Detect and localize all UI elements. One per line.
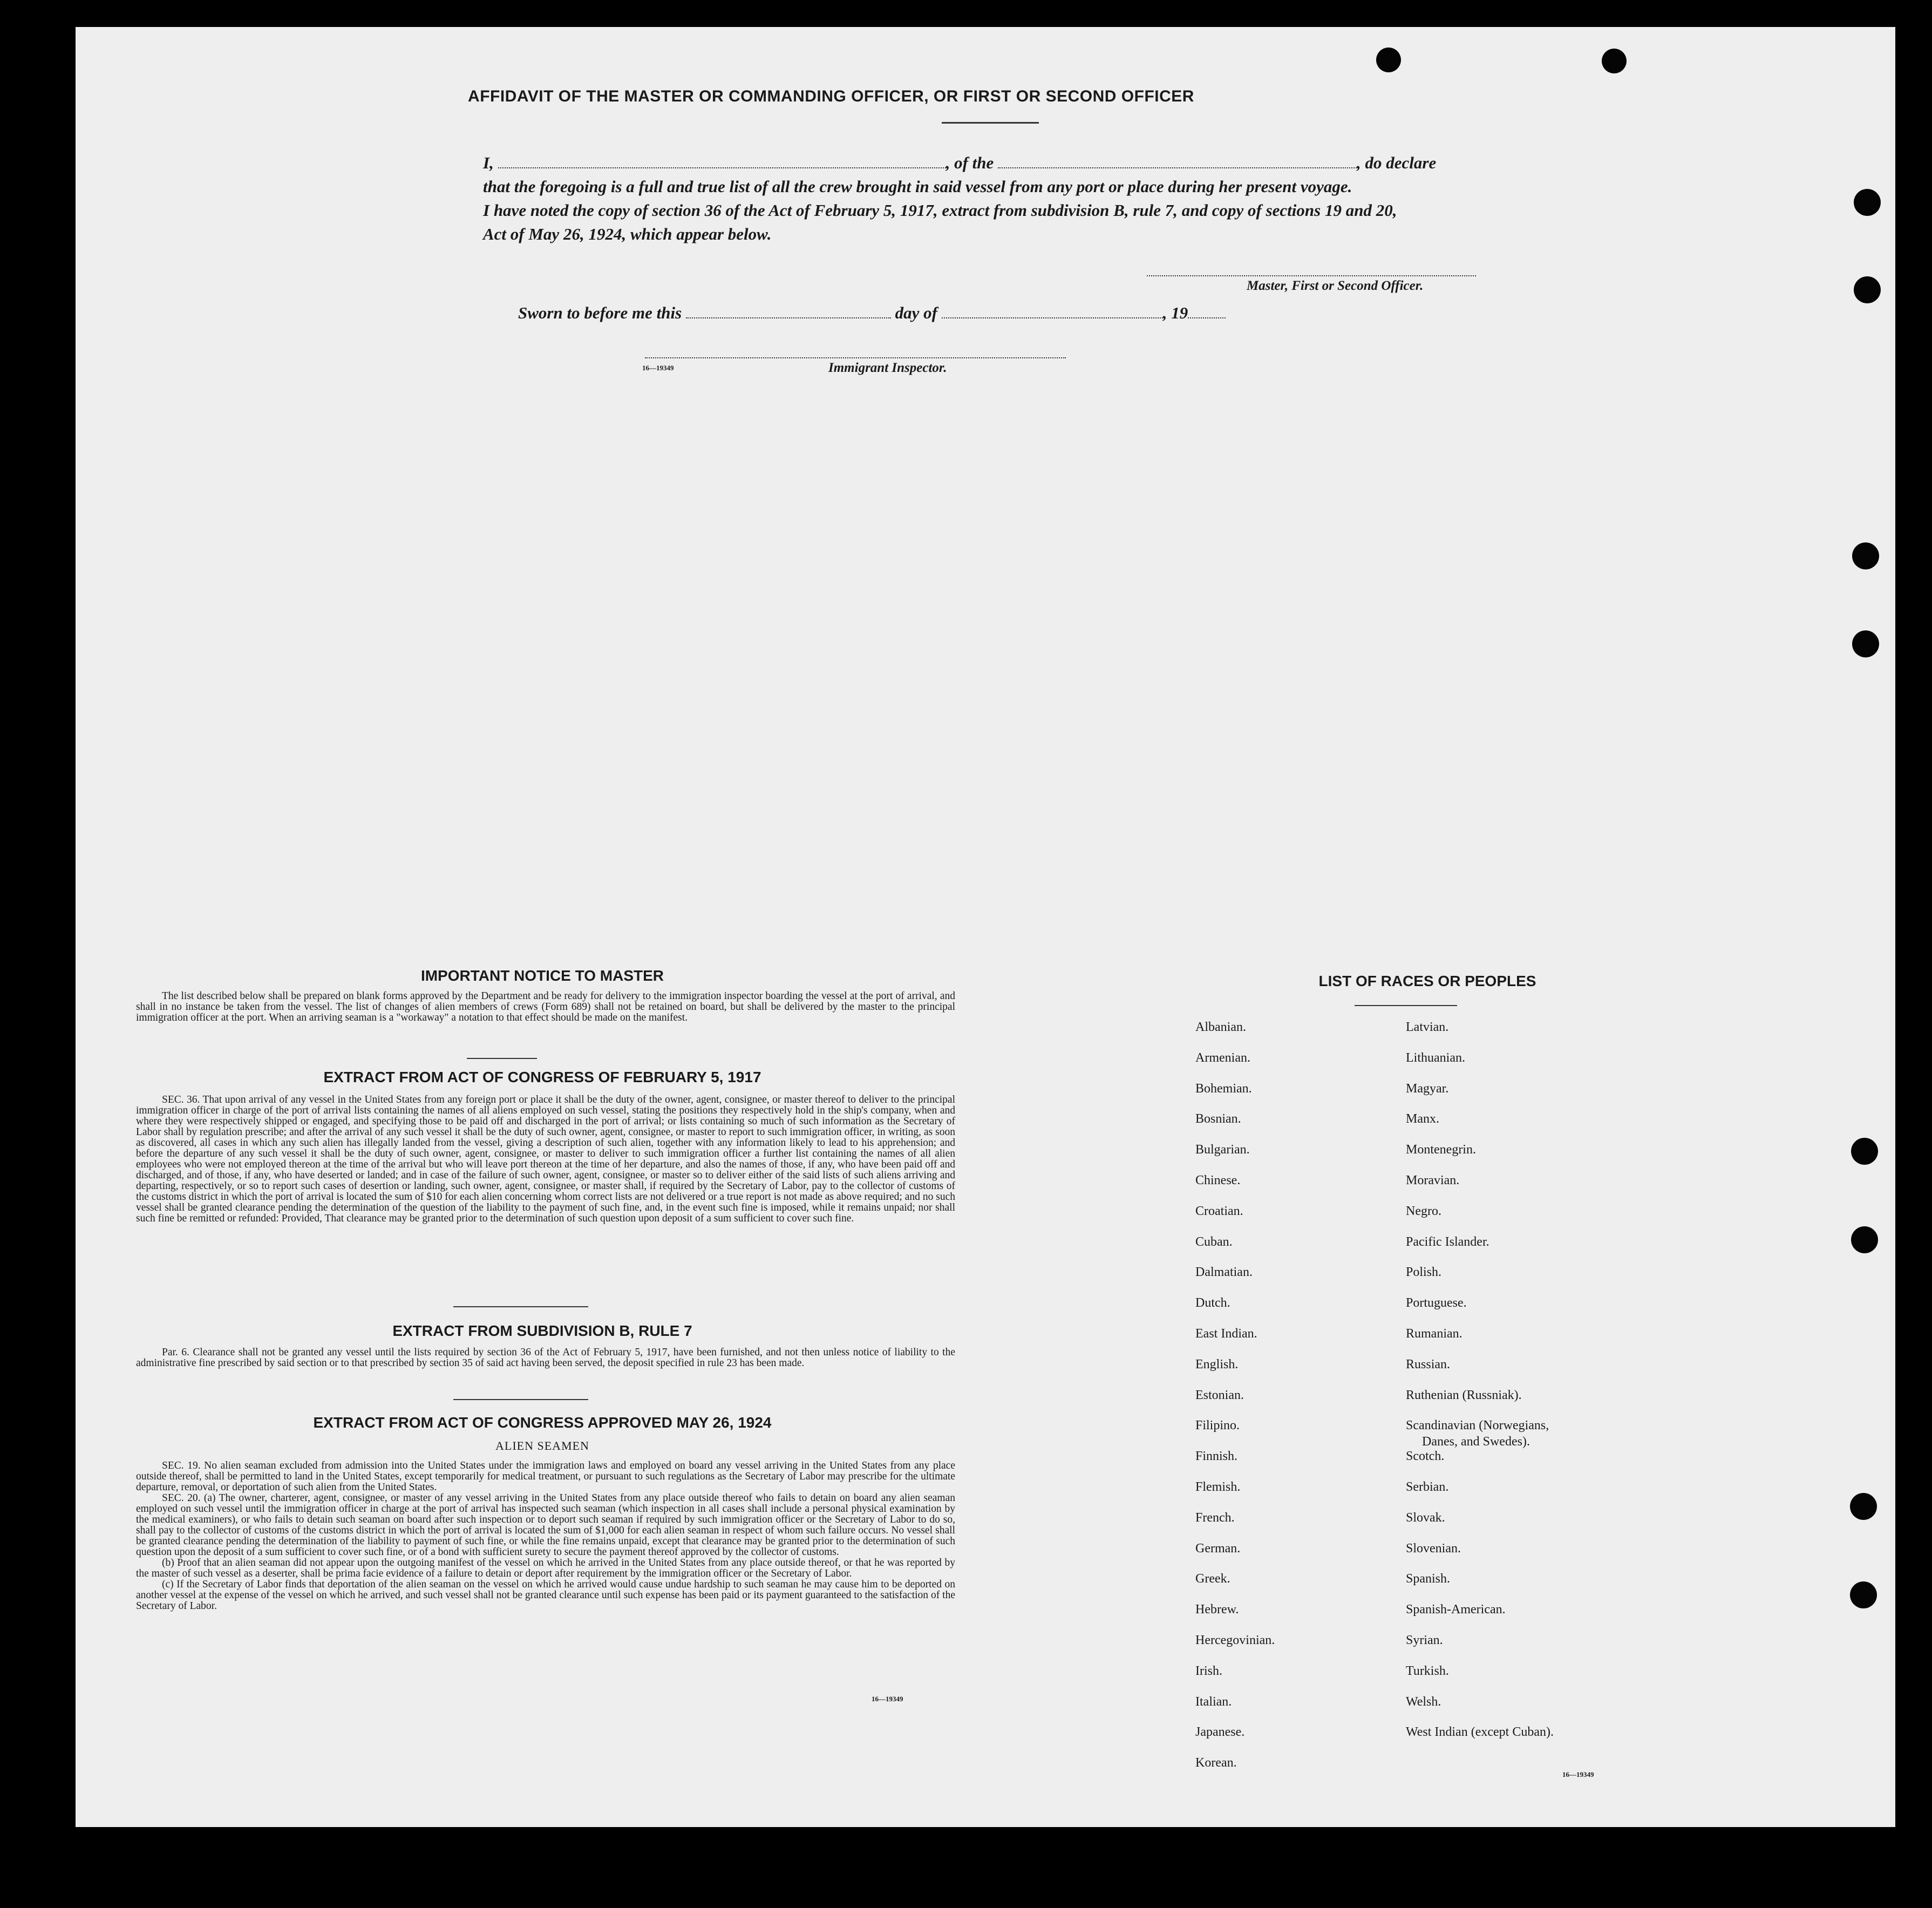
race-left-item: Croatian. [1195,1204,1243,1218]
race-left-item: Japanese. [1195,1725,1245,1740]
year-blank[interactable] [1188,317,1226,318]
par-6-paragraph: Par. 6. Clearance shall not be granted any vessel until the lists required by section 36 of the Act of February 5, 1917, have been furnished, and not then unless notice of liability to the administrative fine prescribed by said section or to that prescribed by section 35 of said act having been served, the deposit specified in rule 23 has been made. [136,1347,955,1369]
race-left-item: German. [1195,1541,1241,1556]
race-right-item: Danes, and Swedes). [1422,1435,1530,1449]
race-left-item: Dalmatian. [1195,1265,1253,1280]
race-left-item: Greek. [1195,1572,1230,1586]
race-left-item: Bohemian. [1195,1081,1252,1096]
race-right-item: Slovenian. [1406,1541,1461,1556]
extract-1924-title: EXTRACT FROM ACT OF CONGRESS APPROVED MAY 26, 1924 [313,1414,772,1431]
punch-hole-right-5 [1851,1138,1878,1165]
affidavit-i-label: I, [483,153,494,172]
race-left-item: Albanian. [1195,1020,1246,1034]
affidavit-line-1 [483,151,1595,175]
punch-hole-top-2 [1602,49,1627,73]
race-left-item: Finnish. [1195,1449,1238,1464]
affidavit-title: AFFIDAVIT OF THE MASTER OR COMMANDING OFFICER, OR FIRST OR SECOND OFFICER [468,87,1194,105]
race-left-item: Hebrew. [1195,1603,1239,1617]
rule-7-rule [453,1399,588,1400]
master-signature-label: Master, First or Second Officer. [1247,279,1424,293]
section-19-paragraph: SEC. 19. No alien seaman excluded from admission into the United States under the immigration laws and employed on board any vessel arriving in the United States from any place outside thereof, shall be permitted to land in the United States, except temporarily for medical treatment, or pursuant to such regulations as the Secretary of Labor may prescribe for the ultimate departure, removal, or deportation of such alien from the United States. [136,1460,955,1493]
of-the-label: , of the [945,153,994,172]
punch-hole-right-8 [1850,1581,1877,1608]
race-right-item: Pacific Islander. [1406,1234,1489,1249]
alien-seamen-subtitle: ALIEN SEAMEN [495,1439,589,1452]
race-right-item: Manx. [1406,1112,1439,1126]
vessel-blank[interactable] [998,167,1357,168]
section-20a-paragraph: SEC. 20. (a) The owner, charterer, agent, consignee, or master of any vessel arriving in the United States from any place outside thereof who fails to detain on board any alien seaman employed on such vessel until the immigration officer in charge at the port of arrival has inspected such seaman (which inspection in all cases shall include a personal physical examination by the medical examiners), or who fails to detain such seaman on board after such inspection or to deport such seaman if required by such immigration officer or the Secretary of Labor to do so, shall pay to the collector of customs of the customs district in which the port of arrival is located the sum of $1,000 for each alien seaman in respect of whom such failure occurs. No vessel shall be granted clearance pending the determination of the liability to payment of such fine, or while the fine remains unpaid, except that clearance may be granted prior to the determination of such question upon the deposit of a sum sufficient to cover such fine, or of a bond with sufficient surety to secure the payment thereof approved by the collector of customs. [136,1492,955,1558]
extract-1917-title: EXTRACT FROM ACT OF CONGRESS OF FEBRUARY 5, 1917 [323,1069,761,1085]
affidavit-line-4: Act of May 26, 1924, which appear below. [483,225,772,243]
race-right-item: Moravian. [1406,1173,1460,1187]
race-right-item: Portuguese. [1406,1296,1467,1311]
race-left-item: Chinese. [1195,1173,1241,1187]
race-left-item: Bulgarian. [1195,1143,1250,1157]
race-right-item: Latvian. [1406,1020,1449,1034]
extract-form-number: 16—19349 [872,1695,903,1703]
affidavit-title-rule [942,122,1039,124]
race-right-item: Negro. [1406,1204,1441,1218]
section-36-paragraph: SEC. 36. That upon arrival of any vessel in the United States from any foreign port or place it shall be the duty of the owner, agent, consignee, or master thereof to deliver to the principal immigration officer in charge of the port of arrival lists containing the names of all aliens employed on such vessel, stating the positions they respectively hold in the ship's company, when and where they were respectively shipped or engaged, and specifying those to be paid off and discharged in the port of arrival; or lists containing so much of such information as the Secretary of Labor shall by regulation prescribe; and after the arrival of any such vessel it shall be the duty of such owner, agent, consignee, or master to report to such immigration officer, in writing, as soon as discovered, all cases in which any such alien has illegally landed from the vessel, giving a description of such alien, together with any information likely to lead to his apprehension; and before the departure of any such vessel it shall be the duty of such owner, agent, consignee, or master to deliver to such immigration officer a further list containing the names of all alien employees who were not employed thereon at the time of the arrival but who will leave port thereon at the time of her departure, and also the names of those, if any, who have been paid off and discharged, and of those, if any, who have deserted or landed; and in case of the failure of such owner, agent, consignee, or master so to deliver either of the said lists of such aliens arriving and departing, respectively, or so to report such cases of desertion or landing, such owner, agent, consignee, or master shall, if required by the Secretary of Labor, pay to the collector of customs of the customs district in which the port of arrival is located the sum of $10 for each alien concerning whom correct lists are not delivered or a true report is not made as above required; and no such vessel shall be granted clearance pending the determination of the question of the liability to the payment of such fine, and, in the event such fine is imposed, while it remains unpaid; nor shall such fine be remitted or refunded: Provided, That clearance may be granted prior to the determination of such question upon deposit of a sum sufficient to cover such fine. [136,1094,955,1224]
inspector-signature-label: Immigrant Inspector. [828,361,947,375]
race-left-item: French. [1195,1510,1235,1525]
punch-hole-right-3 [1852,542,1879,569]
extract-1924-text [136,1461,955,1612]
race-right-item: Syrian. [1406,1633,1443,1647]
sworn-label: Sworn to before me this [518,303,682,322]
race-right-item: Serbian. [1406,1480,1449,1494]
rule-7-text [136,1347,955,1369]
race-right-item: Scotch. [1406,1449,1445,1464]
race-right-item: Spanish. [1406,1572,1451,1586]
inspector-signature-line[interactable] [645,357,1066,358]
section-20c-paragraph: (c) If the Secretary of Labor finds that deportation of the alien seaman on the vessel on which he arrived would cause undue hardship to such seaman he may cause him to be deported on another vessel at the expense of the vessel on which he arrived, and such vessel shall not be granted clearance until such expense has been paid or its payment guaranteed to the satisfaction of the Secretary of Labor. [136,1579,955,1612]
month-blank[interactable] [942,317,1163,318]
rule-7-title: EXTRACT FROM SUBDIVISION B, RULE 7 [392,1322,692,1339]
name-blank[interactable] [498,167,946,168]
notice-paragraph: The list described below shall be prepared on blank forms approved by the Department and be ready for delivery to the immigration inspector boarding the vessel at the port of arrival, and shall in no instance be taken from the vessel. The list of changes of alien members of crews (Form 689) shall not be retained on board, but shall be delivered by the master to the principal immigration officer at the port. When an arriving seaman is a "workaway" a notation to that effect should be made on the manifest. [136,990,955,1023]
race-right-item: Ruthenian (Russniak). [1406,1388,1522,1402]
notice-title: IMPORTANT NOTICE TO MASTER [420,967,664,984]
race-right-item: Lithuanian. [1406,1050,1465,1065]
race-left-item: Cuban. [1195,1234,1233,1249]
day-of-label: day of [895,303,937,322]
race-left-item: Irish. [1195,1663,1222,1678]
extract-1917-text [136,1095,955,1224]
extract-1917-rule [453,1306,588,1307]
punch-hole-right-7 [1850,1493,1877,1520]
affidavit-line-2: that the foregoing is a full and true list of all the crew brought in said vessel from any port or place during her present voyage. [483,177,1352,196]
race-left-item: Dutch. [1195,1296,1230,1311]
race-right-item: Russian. [1406,1357,1451,1371]
race-left-item: Filipino. [1195,1418,1240,1433]
race-left-item: Korean. [1195,1756,1237,1770]
notice-rule [467,1058,537,1059]
race-left-item: Flemish. [1195,1480,1241,1494]
race-left-item: English. [1195,1357,1239,1371]
section-20b-paragraph: (b) Proof that an alien seaman did not appear upon the outgoing manifest of the vessel on which he arrived in the United States from any place outside thereof, or that he was reported by the master of such vessel as a deserter, shall be prima facie evidence of a failure to detain or deport after requirement by the immigration officer or the Secretary of Labor. [136,1557,955,1579]
punch-hole-right-6 [1851,1226,1878,1253]
race-right-item: Welsh. [1406,1694,1441,1709]
race-right-item: Slovak. [1406,1510,1445,1525]
race-right-item: Montenegrin. [1406,1143,1476,1157]
race-left-item: Hercegovinian. [1195,1633,1275,1647]
race-right-item: Magyar. [1406,1081,1449,1096]
year-prefix-label: , 19 [1162,303,1188,322]
punch-hole-top-1 [1376,47,1401,72]
race-right-item: Scandinavian (Norwegians, [1406,1418,1549,1433]
affidavit-form-number: 16—19349 [642,364,674,372]
sworn-line [518,301,1630,325]
do-declare-label: , do declare [1357,153,1437,172]
notice-text [136,991,955,1023]
race-left-item: Armenian. [1195,1050,1250,1065]
punch-hole-right-4 [1852,630,1879,657]
race-left-item: East Indian. [1195,1327,1257,1341]
race-left-item: Italian. [1195,1694,1232,1709]
race-right-item: Turkish. [1406,1663,1449,1678]
race-left-item: Bosnian. [1195,1112,1241,1126]
race-right-item: Rumanian. [1406,1327,1462,1341]
races-form-number: 16—19349 [1562,1770,1594,1778]
affidavit-line-3: I have noted the copy of section 36 of the Act of February 5, 1917, extract from subdivision B, rule 7, and copy of sections 19 and 20, [483,201,1397,220]
races-rule [1355,1005,1457,1006]
document-page [76,27,1895,1827]
punch-hole-right-1 [1854,189,1881,216]
race-left-item: Estonian. [1195,1388,1244,1402]
races-title: LIST OF RACES OR PEOPLES [1318,973,1536,989]
master-signature-line[interactable] [1147,275,1476,276]
day-blank[interactable] [686,317,891,318]
punch-hole-right-2 [1854,276,1881,303]
race-right-item: Spanish-American. [1406,1603,1506,1617]
race-right-item: Polish. [1406,1265,1442,1280]
race-right-item: West Indian (except Cuban). [1406,1725,1554,1740]
